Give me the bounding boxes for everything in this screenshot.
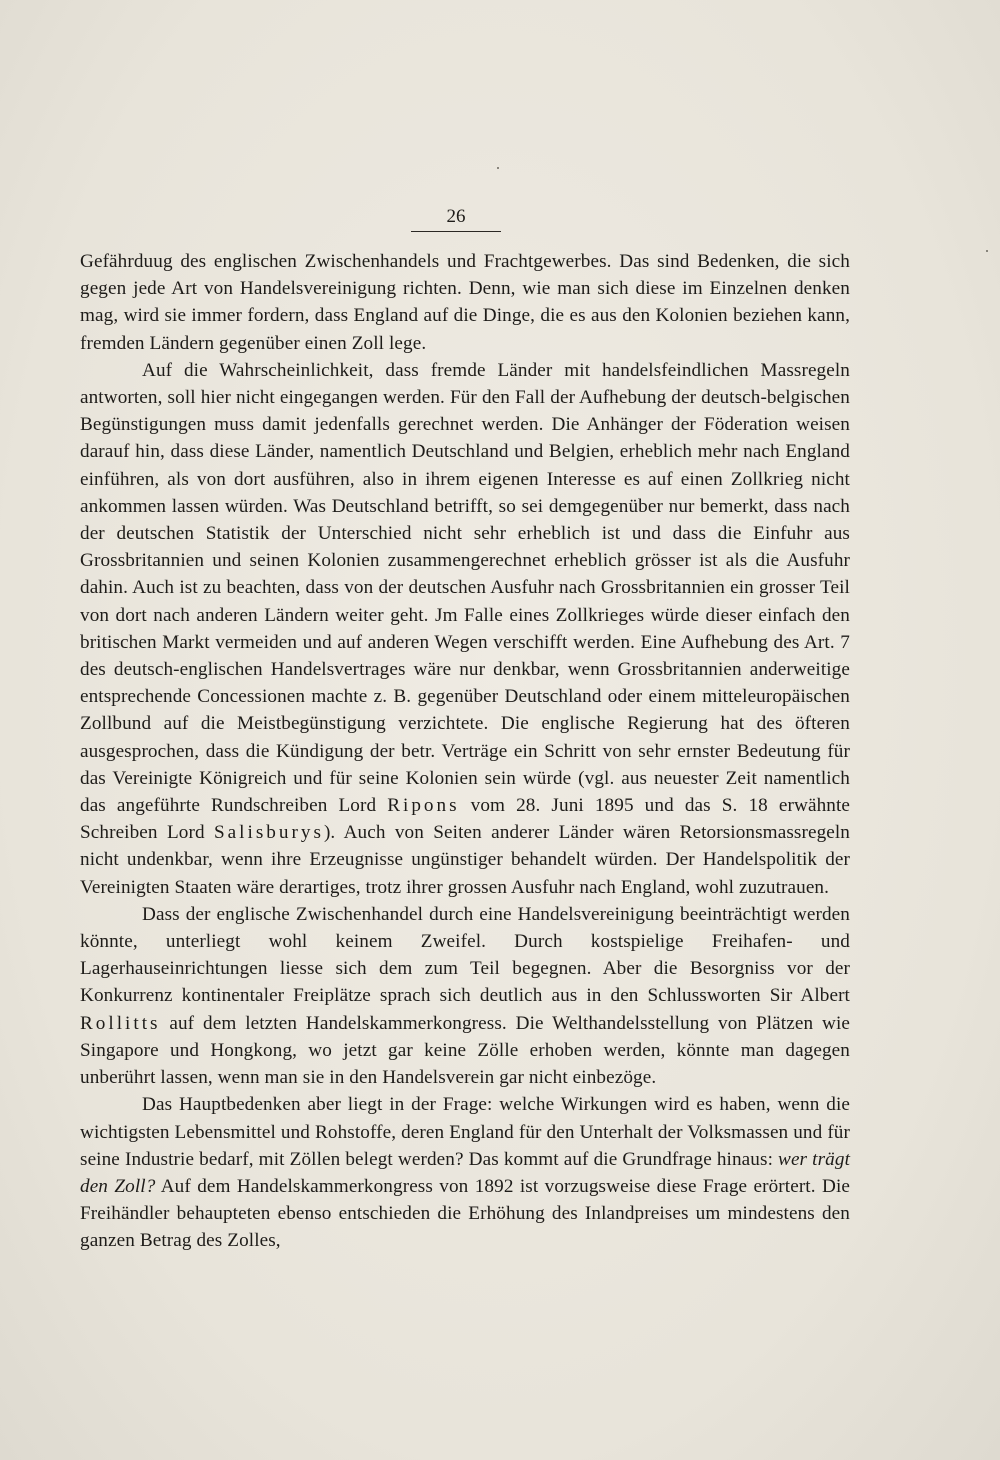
- paragraph: [80, 901, 850, 1091]
- body-text: [80, 248, 850, 1255]
- paragraph-text: vom 28. Juni 1895 und das S. 18 erwähnte Schreiben Lord: [80, 795, 851, 844]
- paragraph-text: Dass der englische Zwischenhandel durch eine Handelsvereinigung beeinträchtigt werden könnte, unterliegt wohl keinem Zweifel. Durch kostspielige Freihafen- und Lagerhauseinrichtungen liesse sich dem zum Teil begegnen. Aber die Besorgniss vor der Konkurrenz kontinentaler Freiplätze sprach sich deutlich aus in den Schlussworten Sir Albert: [80, 903, 850, 1007]
- paper-speck: [986, 250, 988, 252]
- paragraph-text: Auf dem Handelskammerkongress von 1892 ist vorzugsweise diese Frage erörtert. Die Freihändler behaupteten ebenso entschieden die Erhöhung des Inlandpreises um mindestens den ganzen Betrag des Zolles,: [80, 1175, 850, 1252]
- paragraph-text: Das Hauptbedenken aber liegt in der Frage: welche Wirkungen wird es haben, wenn die wichtigsten Lebensmittel und Rohstoffe, deren England für den Unterhalt der Volksmassen und für seine Industrie bedarf, mit Zöllen belegt werden? Das kommt auf die Grundfrage hinaus:: [80, 1094, 850, 1170]
- paragraph-text: Gefährduug des englischen Zwischenhandels und Frachtgewerbes. Das sind Bedenken, die sich gegen jede Art von Handelsvereinigung richten. Denn, wie man sich diese im Einzelnen denken mag, wird sie immer fordern, dass England auf die Dinge, die es aus den Kolonien beziehen kann, fremden Ländern gegenüber einen Zoll lege.: [80, 251, 850, 354]
- italic-question: wer trägt den Zoll?: [80, 1148, 850, 1197]
- spaced-name-salisburys: Salisburys: [213, 822, 324, 844]
- paragraph: [80, 248, 850, 357]
- page-number: 26: [446, 206, 466, 227]
- paragraph-text: Auf die Wahrscheinlichkeit, dass fremde Länder mit handelsfeindlichen Massregeln antworten, soll hier nicht eingegangen werden. Für den Fall der Aufhebung der deutsch-belgischen Begünstigungen muss damit jedenfalls gerechnet werden. Die Anhänger der Föderation weisen darauf hin, dass diese Länder, namentlich Deutschland und Belgien, erheblich mehr nach England einführen, als von dort ausführen, also in ihrem eigenen Interesse es auf einen Zollkrieg nicht ankommen lassen würden. Was Deutschland betrifft, so sei demgegenüber nur bemerkt, dass nach der deutschen Statistik der Unterschied nicht sehr erheblich ist und dass die Einfuhr aus Grossbritannien und seinen Kolonien zusammengerechnet erheblich grösser ist als die Ausfuhr dahin. Auch ist zu beachten, dass von der deutschen Ausfuhr nach Grossbritannien ein grosser Teil von dort nach anderen Ländern weiter geht. Jm Falle eines Zollkrieges würde dieser einfach den britischen Markt vermeiden und auf anderen Wegen verschifft werden. Eine Aufhebung des Art. 7 des deutsch-englischen Handelsvertrages wäre nur denkbar, wenn Grossbritannien anderweitige entsprechende Concessionen machte z. B. gegenüber Deutschland oder einem mitteleuropäischen Zollbund auf die Meistbegünstigung verzichtete. Die englische Regierung hat des öfteren ausgesprochen, dass die Kündigung der betr. Verträge ein Schritt von sehr ernster Bedeutung für das Vereinigte Königreich und für seine Kolonien sein würde (vgl. aus neuester Zeit namentlich das angeführte Rundschreiben Lord: [80, 359, 850, 817]
- paper-speck: [497, 167, 499, 169]
- paragraph-text: auf dem letzten Handelskammerkongress. Die Welthandelsstellung von Plätzen wie Singapore und Hongkong, wo jetzt gar keine Zölle erhoben werden, könnte man dagegen unberührt lassen, wenn man sie in den Handelsverein gar nicht einbezöge.: [80, 1012, 850, 1089]
- spaced-name-ripons: Ripons: [387, 795, 460, 817]
- page-number-rule: [411, 231, 501, 232]
- paragraph: [80, 1091, 850, 1254]
- spaced-name-rollitts: Rollitts: [80, 1012, 161, 1034]
- paragraph: [80, 357, 850, 901]
- paragraph-text: ). Auch von Seiten anderer Länder wären Retorsionsmassregeln nicht undenkbar, wenn ihre Erzeugnisse ungünstiger behandelt würden. Der Handelspolitik der Vereinigten Staaten wäre derartiges, trotz ihrer grossen Ausfuhr nach England, wohl zuzutrauen.: [80, 822, 850, 898]
